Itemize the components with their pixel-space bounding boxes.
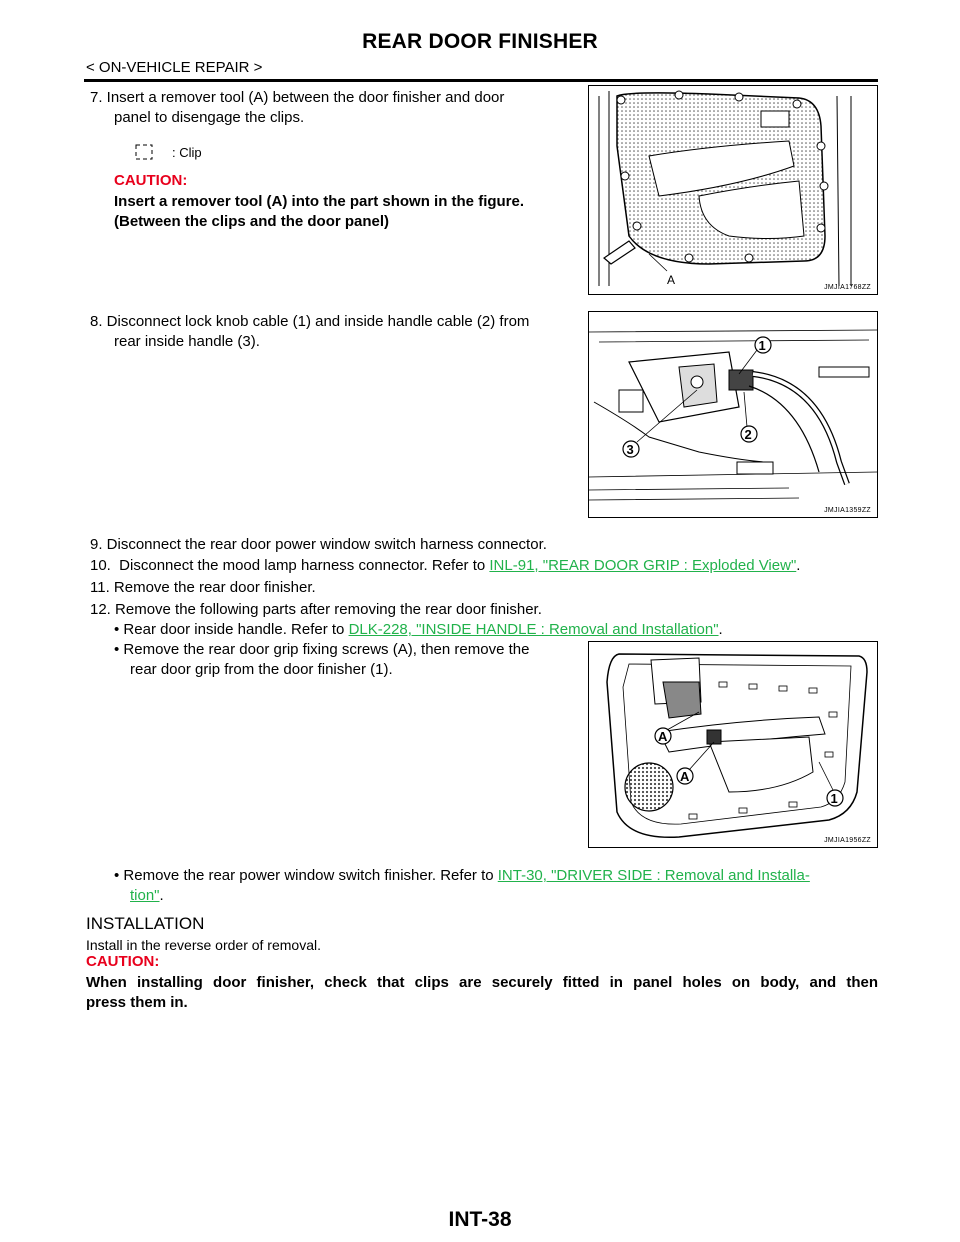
figure2-code: JMJIA1359ZZ (824, 507, 871, 514)
figure3-label-a1: A (658, 729, 668, 744)
step-7-line2: panel to disengage the clips. (114, 109, 305, 126)
bullet-door-grip-line2: rear door grip from the door finisher (1). (130, 661, 393, 678)
figure-door-finisher-clips (588, 85, 878, 295)
installation-text: Install in the reverse order of removal. (86, 937, 321, 953)
link-dlk-228[interactable]: DLK-228, "INSIDE HANDLE : Removal and Installation" (348, 621, 719, 638)
link-int-30-cont[interactable]: tion" (130, 887, 160, 904)
figure3-label-1: 1 (830, 791, 838, 806)
section-breadcrumb: < ON-VEHICLE REPAIR > (86, 59, 263, 76)
page-number: INT-38 (448, 1208, 512, 1231)
step-10-text: 10. Disconnect the mood lamp harness connector. Refer to (90, 557, 490, 574)
step-11: 11. Remove the rear door finisher. (90, 579, 316, 596)
bullet-door-grip-text: • Remove the rear door grip fixing screws (A), then remove the (114, 641, 529, 658)
figure3-label-a2: A (680, 769, 690, 784)
step-8-line1: 8. Disconnect lock knob cable (1) and inside handle cable (2) from (90, 313, 530, 330)
figure1-code: JMJIA1768ZZ (824, 284, 871, 291)
door-grip-illustration (589, 642, 877, 847)
step-9: 9. Disconnect the rear door power window switch harness connector. (90, 536, 547, 553)
bullet-door-grip-line1 (114, 640, 578, 660)
installation-caution-heading: CAUTION: (86, 953, 160, 970)
figure2-label-2: 2 (744, 427, 752, 442)
page-title: REAR DOOR FINISHER (362, 30, 598, 53)
bullet-text: • Rear door inside handle. Refer to (114, 621, 349, 638)
step-12: 12. Remove the following parts after removing the rear door finisher. (90, 601, 542, 618)
caution-text-line2: (Between the clips and the door panel) (114, 213, 390, 230)
bullet-window-switch-text: • Remove the rear power window switch finisher. Refer to (114, 867, 498, 884)
bullet-window-switch-end: . (159, 887, 164, 904)
step-7-line1: 7. Insert a remover tool (A) between the door finisher and door (90, 89, 505, 106)
door-finisher-illustration (589, 86, 877, 294)
bullet-window-switch-line2 (130, 886, 164, 906)
clip-legend-icon (134, 143, 154, 161)
link-int-30[interactable]: INT-30, "DRIVER SIDE : Removal and Installa- (497, 867, 810, 884)
bullet-end: . (718, 621, 723, 638)
figure3-code: JMJIA1956ZZ (824, 837, 871, 844)
link-inl-91[interactable]: INL-91, "REAR DOOR GRIP : Exploded View" (489, 557, 797, 574)
bullet-window-switch-line1 (114, 866, 810, 886)
step-10-end: . (796, 557, 801, 574)
header-rule (84, 79, 878, 82)
step-10 (90, 556, 800, 576)
inside-handle-illustration (589, 312, 877, 517)
bullet-inside-handle (114, 620, 723, 640)
figure2-label-3: 3 (626, 442, 634, 457)
installation-caution-line1: When installing door finisher, check that clips are securely fitted in panel holes on body, and then (86, 974, 878, 991)
step-8-line2: rear inside handle (3). (114, 333, 260, 350)
installation-heading: INSTALLATION (86, 914, 205, 933)
figure-inside-handle-cables (588, 311, 878, 518)
figure-door-grip-screws (588, 641, 878, 848)
figure2-label-1: 1 (758, 338, 766, 353)
clip-legend-label: : Clip (172, 145, 202, 160)
installation-caution-line2: press them in. (86, 994, 188, 1011)
caution-text-line1: Insert a remover tool (A) into the part shown in the figure. (114, 193, 525, 210)
caution-heading: CAUTION: (114, 172, 188, 189)
figure1-label-a: A (667, 273, 676, 287)
